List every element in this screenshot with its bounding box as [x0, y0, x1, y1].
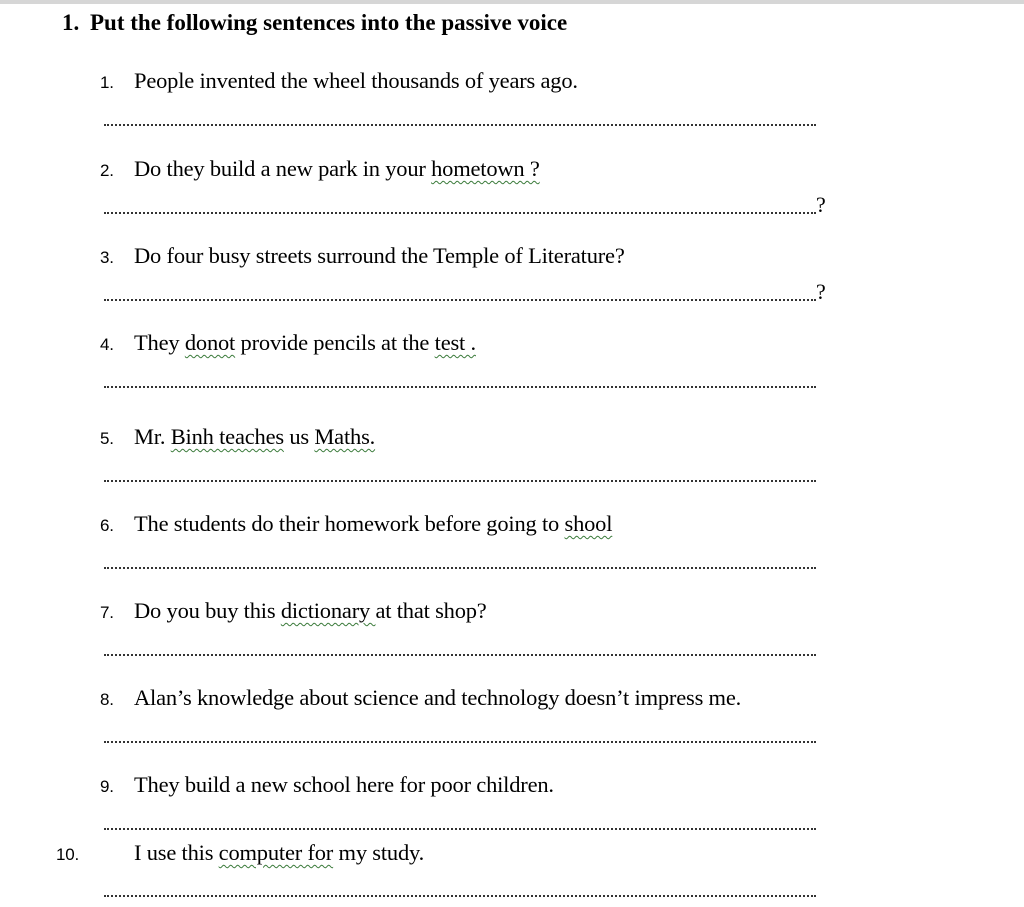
question-text: Mr.: [134, 424, 171, 449]
answer-line-2[interactable]: [104, 210, 816, 214]
question-2: [100, 156, 540, 182]
spellcheck-marked-word: computer for: [218, 840, 334, 865]
answer-line-8[interactable]: [104, 739, 816, 743]
answer-line-7[interactable]: [104, 652, 816, 656]
answer-line-5[interactable]: [104, 478, 816, 482]
question-text: People invented the wheel thousands of years ago.: [134, 68, 578, 93]
answer-line-10[interactable]: [104, 893, 816, 897]
question-text: The students do their homework before going to: [134, 511, 565, 536]
exercise-number: 1.: [62, 10, 80, 35]
question-6: [100, 511, 612, 537]
question-1: [100, 68, 578, 94]
spellcheck-marked-word: dictionary: [280, 598, 376, 623]
question-number: 9.: [100, 777, 114, 796]
question-number: 5.: [100, 429, 114, 448]
question-number: 7.: [100, 603, 114, 622]
question-text: I use this: [134, 840, 219, 865]
answer-line-9[interactable]: [104, 826, 816, 830]
question-text: Do they build a new park in your: [134, 156, 432, 181]
question-5: [100, 424, 375, 450]
spellcheck-marked-word: hometown ?: [431, 156, 540, 181]
window-top-border: [0, 0, 1024, 4]
question-9: [100, 772, 554, 798]
spellcheck-marked-word: donot: [184, 330, 236, 355]
question-text: They build a new school here for poor children.: [134, 772, 554, 797]
question-text: provide pencils at the: [235, 330, 435, 355]
question-text: Do four busy streets surround the Temple of Literature?: [134, 243, 625, 268]
answer-line-6[interactable]: [104, 565, 816, 569]
question-7: [100, 598, 487, 624]
question-8: [100, 685, 741, 711]
exercise-heading: [62, 10, 567, 36]
answer-line-1[interactable]: [104, 122, 816, 126]
question-text: Do you buy this: [134, 598, 281, 623]
question-3: [100, 243, 625, 269]
question-text: Alan’s knowledge about science and technology doesn’t impress me.: [134, 685, 742, 710]
answer-question-mark: ?: [816, 279, 826, 304]
answer-question-mark: ?: [816, 192, 826, 217]
spellcheck-marked-word: Binh teaches: [170, 424, 284, 449]
question-4: [100, 330, 476, 356]
spellcheck-marked-word: Maths.: [314, 424, 376, 449]
question-number: 8.: [100, 690, 114, 709]
question-number: 2.: [100, 161, 114, 180]
question-10: [56, 840, 424, 866]
question-number: 10.: [56, 845, 80, 864]
question-text: They: [134, 330, 185, 355]
question-number: 6.: [100, 516, 114, 535]
question-text: at that shop?: [375, 598, 487, 623]
question-number: 1.: [100, 73, 114, 92]
answer-line-4[interactable]: [104, 384, 816, 388]
question-text: us: [283, 424, 315, 449]
question-number: 4.: [100, 335, 114, 354]
question-text: my study.: [333, 840, 425, 865]
spellcheck-marked-word: shool: [564, 511, 613, 536]
question-number: 3.: [100, 248, 114, 267]
answer-line-3[interactable]: [104, 297, 816, 301]
spellcheck-marked-word: test .: [434, 330, 476, 355]
exercise-title: Put the following sentences into the passive voice: [90, 10, 568, 35]
